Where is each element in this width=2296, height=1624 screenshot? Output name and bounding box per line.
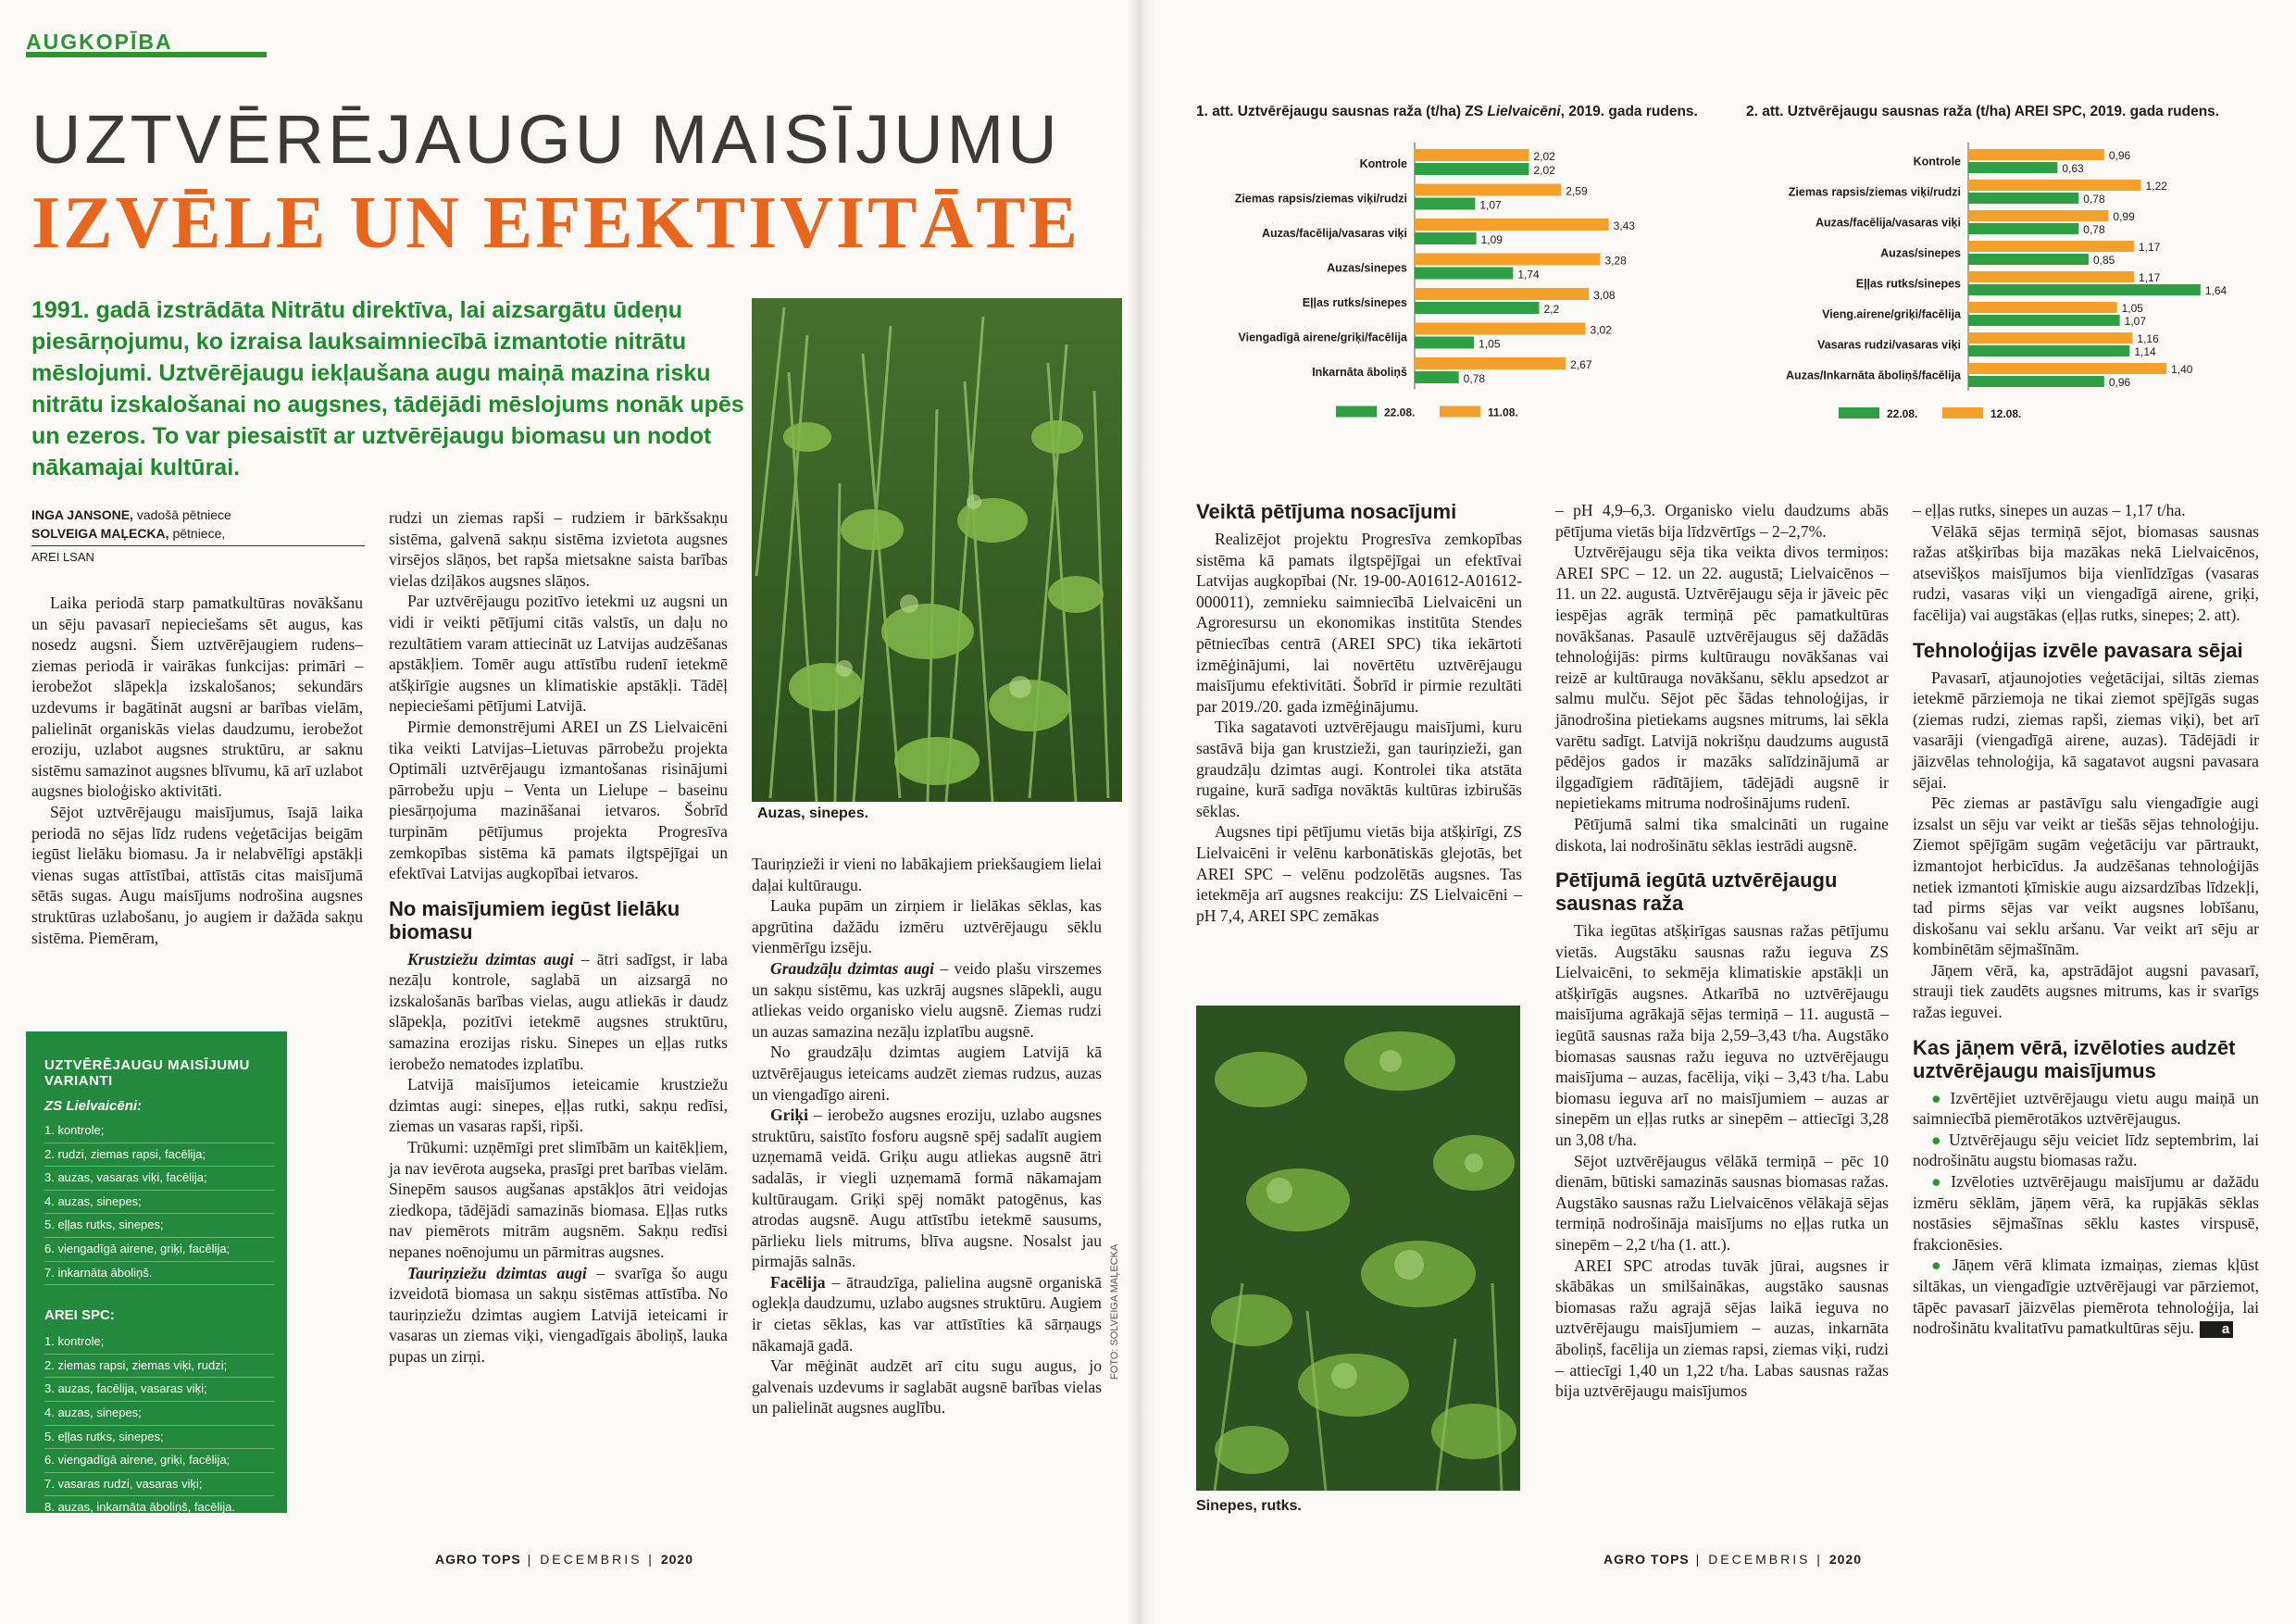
- chart-category-label: Auzas/sinepes: [1327, 261, 1407, 275]
- col2-lead-cruciferae: Krustziežu dzimtas augi: [407, 949, 574, 968]
- chart-1-title-italic: Lielvaicēni: [1487, 104, 1561, 119]
- chart-bar: [1968, 210, 2108, 221]
- list-item: 2. ziemas rapsi, ziemas viķi, rudzi;: [44, 1355, 274, 1379]
- chart-bar: [1415, 163, 1529, 175]
- subheading-biomass: No maisījumiem iegūst lielāku biomasu: [389, 896, 680, 943]
- chart-value-label: 0,78: [1463, 372, 1486, 385]
- chart-value-label: 0,99: [2113, 210, 2135, 223]
- bullet-item-1: Izvērtējiet uztvērējaugu vietu augu maiņā un saimniecībā piemērotākos uztvērējaugus.: [1913, 1088, 2259, 1129]
- chart-bar: [1968, 315, 2120, 326]
- col4-paragraph-2: Tika sagatavoti uztvērējaugu maisījumi, kuru sastāvā bija gan krustzieži, gan tauriņzieži, gan graudzāļu dzimtas augi. Kontrolei tika atstāta rugaine, kurā sadīga novāktās kultūras izbirušās sēklas.: [1196, 718, 1522, 820]
- chart-value-label: 3,08: [1593, 289, 1616, 302]
- chart-value-label: 0,85: [2093, 254, 2115, 267]
- subheading-spring-technology: Tehnoloģijas izvēle pavasara sējai: [1913, 638, 2243, 662]
- chart-legend-swatch: [1942, 407, 1983, 418]
- chart-value-label: 3,02: [1590, 323, 1612, 337]
- section-label: AUGKOPĪBA: [26, 30, 267, 57]
- chart-bar: [1968, 193, 2078, 204]
- photo-mustard-radish: [1196, 1006, 1520, 1491]
- chart-value-label: 2,02: [1533, 164, 1555, 177]
- list-item: 5. eļļas rutks, sinepes;: [44, 1214, 274, 1238]
- col5-paragraph-2: Uztvērējaugu sēja tika veikta divos termiņos: AREI SPC – 12. un 22. augustā; Lielvaicēnos – 11. un 22. augustā. Uztvērējaugu sēja ir jāveic pēc iespējas agrāk termiņā pēc pamatkultūras novākšanas. Pasaulē uztvērējaugus sēj dažādās tehnoloģijās: pirms kultūraugu novākšanas vai reizē ar kultūrauga novākšanu, sēklu apsedzot ar salmu mulču. Sējot pēc šādas tehnoloģijas, ir jānodrošina pietiekams augsnes mitrums, lai sēkla varētu sadīgt. Latvijā nokrišņu daudzums augustā pēdējos gados ir mazāks salīdzinājumā ar ilggadīgiem rādītājiem, tādējādi augsnē ir nepietiekams mitruma nodrošinājums rudenī.: [1555, 543, 1889, 813]
- page-gutter: [1128, 0, 1154, 1624]
- chart-2-title-prefix: 2. att. Uztvērējaugu sausnas raža (t/ha) AREI SPC, 2019. gada rudens.: [1746, 104, 2220, 119]
- col5-paragraph-5: Sējot uztvērējaugus vēlākā termiņā – pēc 10 dienām, būtiski samazinās sausnas biomasas ražas. Augstāko sausnas ražu Lielvaicēnos vēlākajā sējas termiņā nodrošināja maisījums no eļļas rutka un sinepēm – 2,2 t/ha (1. att.).: [1555, 1151, 1889, 1254]
- col2-paragraph-4: – ātri sadīgst, ir laba nezāļu kontrole, saglabā un aizsargā no izskalošanās barības vielas, augu atliekās ir daudz slāpekļa, pozitīvi ietekmē augsnes struktūru, samazina erozijas risku. Sinepes un eļļas rutks ierobežo nematodes izplatību.: [389, 949, 728, 1073]
- chart-value-label: 0,96: [2108, 376, 2131, 389]
- col2-lead-legumes: Tauriņziežu dzimtas augi: [407, 1263, 587, 1282]
- chart-bar: [1415, 337, 1474, 349]
- left-page: [0, 0, 1141, 1624]
- end-mark-icon: a: [2200, 1321, 2233, 1338]
- chart-value-label: 1,05: [1479, 337, 1501, 351]
- col2-paragraph-1: rudzi un ziemas rapši – rudziem ir bārkšsakņu sistēma, galvenā sakņu sistēma izvietota augsnes virsējos slāņos, bet rapša mietsakne saista barības vielas dziļākos augsnes slāņos.: [389, 508, 728, 590]
- article-column-2: [389, 507, 728, 1368]
- chart-bar: [1415, 149, 1529, 161]
- chart-value-label: 1,40: [2171, 363, 2193, 376]
- list-item: 4. auzas, sinepes;: [44, 1402, 274, 1426]
- mix-variants-sub-lielvaiceni: ZS Lielvaicēni:: [44, 1098, 143, 1114]
- chart-1: [1192, 135, 1655, 450]
- list-item: 6. viengadīgā airene, griķi, facēlija;: [44, 1449, 274, 1473]
- chart-value-label: 1,64: [2204, 284, 2227, 297]
- bullet-icon: ●: [1931, 1130, 1943, 1149]
- byline: [31, 506, 365, 567]
- chart-value-label: 1,07: [2124, 315, 2147, 328]
- chart-bar: [1415, 219, 1609, 231]
- chart-bar: [1968, 223, 2078, 234]
- chart-category-label: Inkarnāta āboliņš: [1312, 365, 1407, 379]
- chart-bar: [1415, 288, 1589, 300]
- chart-category-label: Auzas/facēlija/vasaras viķi: [1815, 216, 1961, 230]
- chart-bar: [1968, 254, 2089, 265]
- chart-bar: [1415, 184, 1561, 196]
- col6-paragraph-3: Pavasarī, atjaunojoties veģetācijai, siltās ziemas ietekmē pārziemoja ne tikai ziemot spējīgās sugas (ziemas rudzi, ziemas rapši, ziemas viķi), bet arī vasarāji (viengadīgā airene, auzas). Tādējādi ir jāizvēlas tehnoloģija, kā sagatavot augsni pavasara sējai.: [1913, 668, 2259, 792]
- bullet-icon: ●: [1931, 1088, 1945, 1107]
- col6-paragraph-4: Pēc ziemas ar pastāvīgu salu viengadīgie augi izsalst un sēju var veikt ar tiešās sējas tehnoloģiju. Ziemot spējīgām sugām veģetāciju var pārtraukt, izmantojot herbicīdus. Ja audzēšanas tehnoloģijās netiek izmantoti ķīmiskie augu aizsardzības līdzekļi, tad pirms sējas var veikt augsnes lobīšanu, diskošanu vai seklu aršanu. Var veikt arī sēju ar kombinētām sējmašīnām.: [1913, 793, 2259, 959]
- chart-category-label: Vieng.airene/griķi/facēlija: [1822, 307, 1961, 321]
- chart-bar: [1415, 302, 1539, 314]
- author1-role: vadošā pētniece: [132, 507, 231, 522]
- list-item: 6. viengadīgā airene, griķi, facēlija;: [44, 1238, 274, 1262]
- chart-value-label: 3,43: [1613, 219, 1635, 232]
- footer-brand: AGRO TOPS: [435, 1552, 521, 1567]
- photo-mustard-radish-caption: Sinepes, rutks.: [1196, 1498, 1302, 1514]
- subheading-considerations: Kas jāņem vērā, izvēloties audzēt uztvērējaugu maisījumus: [1913, 1035, 2236, 1082]
- col6-paragraph-2: Vēlākā sējas termiņā sējot, biomasas sausnas ražas atšķirības bija mazākas nekā Lielvaicēnos, atsevišķos maisījumos bija vienlīdzīgas (vasaras rudzi, vasaras viķi un viengadīgā airene, griķi, facēlija) vai augstākas (eļļas rutks, sinepes; 2. att).: [1913, 521, 2259, 624]
- chart-2: [1746, 135, 2265, 450]
- col3-paragraph-5: – ierobežo augsnes eroziju, uzlabo augsnes struktūru, saistīto fosforu augsnē spēj sadalīt augiem uzņemamā veidā. Griķu augu atliekas augsnē ātri sadalās, ir viegli uzņemamā formā nākamajam kultūraugam. Griķi spēj nomākt patogēnus, kas atrodas augsnē. Augu attīstību ietekmē sausums, pārlieku liels mitrums, blīva augsne. Nosalst jau pirmajās salnās.: [752, 1106, 1102, 1271]
- col3-paragraph-1: Tauriņzieži ir vieni no labākajiem priekšaugiem lielai daļai kultūraugu.: [752, 855, 1102, 894]
- chart-bar: [1968, 149, 2104, 160]
- chart-legend-label: 22.08.: [1887, 407, 1918, 420]
- col3-paragraph-2: Lauka pupām un zirņiem ir lielākas sēklas, kas apgrūtina dažādu izmēru uztvērējaugu sēklu vienmērīgu izsēju.: [752, 896, 1102, 957]
- chart-bar: [1415, 371, 1459, 383]
- subheading-yield: Pētījumā iegūtā uztvērējaugu sausnas raža: [1555, 868, 1838, 916]
- chart-bar: [1415, 198, 1475, 210]
- footer-left: AGRO TOPS | DECEMBRIS | 2020: [435, 1552, 693, 1567]
- bullet-icon: ●: [1931, 1255, 1947, 1275]
- author1-name: INGA JANSONE,: [31, 507, 133, 522]
- chart-category-label: Viengadīgā airene/griķi/facēlija: [1238, 331, 1407, 344]
- mix-variants-sub-arei: AREI SPC:: [44, 1307, 115, 1324]
- col3-lead-grasses: Graudzāļu dzimtas augi: [770, 958, 935, 978]
- chart-bar: [1415, 232, 1477, 244]
- col5-paragraph-4: Tika iegūtas atšķirīgas sausnas ražas pētījumu vietās. Augstāku sausnas ražu ieguva ZS Lielvaicēni, to sekmēja klimatiskie apstākļi un atšķirīgās augsnes. Atkarībā no uztvērējaugu maisījuma agrākajā sējas termiņā – 11. augustā – iegūtā sausnas raža bija 2,59–3,43 t/ha. Augstāko biomasas sausnas ražu ieguva no uztvērējaugu maisījuma – auzas, facēlija, viķi – 3,43 t/ha. Labu biomasu ieguva arī no maisījumiem – auzas ar sinepēm un eļļas rutks ar sinepēm – attiecīgi 3,28 un 3,08 t/ha.: [1555, 921, 1889, 1150]
- article-column-5: [1555, 500, 1889, 1402]
- list-item: 5. eļļas rutks, sinepes;: [44, 1426, 274, 1450]
- mix-variants-box: [26, 1031, 287, 1513]
- chart-bar: [1968, 302, 2117, 313]
- subheading-conditions: Veiktā pētījuma nosacījumi: [1196, 500, 1457, 523]
- chart-value-label: 1,17: [2138, 241, 2161, 254]
- chart-category-label: Kontrole: [1913, 155, 1961, 169]
- chart-category-label: Auzas/sinepes: [1880, 246, 1961, 260]
- chart-bar: [1968, 241, 2134, 252]
- bullet-item-4: Jāņem vērā klimata izmaiņas, ziemas kļūst siltākas, un viengadīgie uztvērējaugi var pārziemot, tāpēc pavasarī jāizvēlas piemērota tehnoloģija, lai nodrošinātu kvalitatīvu pamatkultūras sēju.: [1913, 1255, 2259, 1338]
- photo-oats-mustard: [752, 298, 1122, 802]
- chart-value-label: 2,59: [1566, 184, 1588, 198]
- footer-month: DECEMBRIS: [1708, 1552, 1811, 1567]
- chart-value-label: 1,05: [2121, 302, 2143, 315]
- chart-value-label: 1,22: [2145, 180, 2167, 193]
- article-column-1: [31, 593, 363, 948]
- col3-lead-buckwheat: Griķi: [770, 1106, 809, 1125]
- col3-paragraph-7: Var mēģināt audzēt arī citu sugu augus, jo galvenais uzdevums ir saglabāt augsnē barības vielas un palielināt augsnes auglību.: [752, 1356, 1102, 1418]
- chart-value-label: 2,67: [1570, 358, 1592, 371]
- chart-1-title-suffix: , 2019. gada rudens.: [1560, 104, 1698, 119]
- right-page: [1141, 0, 2296, 1624]
- col2-paragraph-7: – svarīga šo augu izveidotā biomasa un sakņu sistēmas attīstība. No tauriņziežu dzimtas augiem Latvijā ieteicami ir vasaras un ziemas viķi, viengadīgais āboliņš, lauka pupas un zirņi.: [389, 1263, 728, 1366]
- chart-category-label: Auzas/facēlija/vasaras viķi: [1261, 226, 1407, 240]
- chart-value-label: 2,2: [1543, 303, 1560, 316]
- photo-credit: FOTO: SOLVEIGA MAĻECKA: [1109, 1243, 1120, 1380]
- mix-variants-list-lielvaiceni: [44, 1119, 274, 1285]
- chart-value-label: 1,14: [2134, 345, 2156, 358]
- col2-paragraph-2: Par uztvērējaugu pozitīvo ietekmi uz augsni un vidi ir veikti pētījumi citās valstīs, un daļu no rezultātiem varam attiecināt uz Latvijas audzēšanas apstākļiem. Tomēr augu attīstību rudenī ietekmē atšķirīgie augsnes un klimatiskie apstākļi. Tādēļ nepieciešami pētījumi Latvijā.: [389, 592, 728, 716]
- col1-paragraph-2: Sējot uztvērējaugu maisījumus, īsajā laika periodā no sējas līdz rudens veģetācijas beigām iegūst lielāku biomasu. Ja ir nelabvēlīgi apstākļi vienas sugas attīstībai, attīstās citas maisījumā sētās sugas. Augu maisījums nodrošina augsnes struktūras uzlabošanu, jo augiem ir dažāda sakņu sistēma. Piemēram,: [31, 802, 363, 947]
- chart-bar: [1968, 345, 2129, 356]
- chart-value-label: 1,17: [2138, 271, 2161, 284]
- bullet-item-3: Izvēloties uztvērējaugu maisījumu ar dažādu izmēru sēklām, jāņem vērā, ka rupjākās sēklas nostāsies sējmašīnas sēklu kastes virspusē, frakcionēsies.: [1913, 1172, 2259, 1254]
- mix-variants-list-arei: [44, 1330, 274, 1520]
- chart-bar: [1968, 271, 2134, 282]
- footer-right: AGRO TOPS | DECEMBRIS | 2020: [1603, 1552, 1862, 1567]
- chart-legend-label: 11.08.: [1488, 406, 1518, 419]
- list-item: 8. auzas, inkarnāta āboliņš, facēlija.: [44, 1496, 274, 1520]
- chart-category-label: Ziemas rapsis/ziemas viķi/rudzi: [1788, 185, 1961, 199]
- lead-paragraph: 1991. gadā izstrādāta Nitrātu direktīva, lai aizsargātu ūdeņu piesārņojumu, ko izraisa lauksaimniecībā izmantotie nitrātu mēslojumi. Uztvērējaugu iekļaušana augu maiņā mazina risku nitrātu izskalošanai no augsnes, tādējādi mēslojums nonāk upēs un ezeros. To var piesaistīt ar uztvērējaugu biomasu un nodot nākamajai kultūrai.: [31, 297, 744, 481]
- chart-value-label: 0,78: [2083, 223, 2105, 236]
- chart-bar: [1968, 363, 2166, 374]
- chart-bar: [1968, 376, 2104, 387]
- list-item: 7. inkarnāta āboliņš.: [44, 1262, 274, 1286]
- chart-1-title-prefix: 1. att. Uztvērējaugu sausnas raža (t/ha) ZS: [1196, 104, 1488, 119]
- title-line-2: IZVĒLE UN EFEKTIVITĀTE: [31, 182, 1080, 264]
- chart-legend-swatch: [1839, 407, 1879, 418]
- chart-value-label: 1,74: [1517, 268, 1540, 281]
- photo-oats-mustard-image: [752, 298, 1122, 802]
- col3-paragraph-4: No graudzāļu dzimtas augiem Latvijā kā uztvērējaugus ieteicams audzēt ziemas rudzus, auzas un viengadīgo aireni.: [752, 1043, 1102, 1104]
- footer-month: DECEMBRIS: [540, 1552, 643, 1567]
- bullet-item-2: Uztvērējaugu sēju veiciet līdz septembrim, lai nodrošinātu augstu biomasas ražu.: [1913, 1130, 2259, 1170]
- col3-lead-phacelia: Facēlija: [770, 1272, 826, 1292]
- footer-brand: AGRO TOPS: [1603, 1552, 1690, 1567]
- chart-bar: [1415, 268, 1513, 280]
- footer-year: 2020: [1828, 1552, 1862, 1567]
- chart-bar: [1415, 323, 1586, 335]
- list-item: 3. auzas, facēlija, vasaras viķi;: [44, 1378, 274, 1402]
- col5-paragraph-6: AREI SPC atrodas tuvāk jūrai, augsnes ir skābākas un smilšainākas, augstāko sausnas biomasas ražu agrajā sējas laikā ieguva no uztvērējaugu maisījumiem – auzas, inkarnāta āboliņš, facēlija un ziemas rapsi, ziemas viķi, rudzi – attiecīgi 1,40 un 1,22 t/ha. Labas sausnas ražas bija uztvērējaugu maisījumos: [1555, 1255, 1889, 1401]
- article-column-6: [1913, 500, 2259, 1339]
- col5-paragraph-1: – pH 4,9–6,3. Organisko vielu daudzums abās pētījuma vietās bija līdzvērtīgs – 2–2,7%.: [1555, 501, 1889, 541]
- list-item: 7. vasaras rudzi, vasaras viķi;: [44, 1473, 274, 1497]
- author2-name: SOLVEIGA MAĻECKA,: [31, 526, 169, 541]
- author2-role: pētniece,: [168, 526, 226, 541]
- article-column-3: [752, 854, 1102, 1418]
- col3-paragraph-6: – ātraudzīga, palielina augsnē organiskā oglekļa daudzumu, uzlabo augsnes struktūru. Augiem ir cietas sēklas, kas var attīstīties kā sārņaugs nākamajā gadā.: [752, 1272, 1102, 1355]
- chart-category-label: Auzas/Inkarnāta āboliņš/facēlija: [1786, 369, 1961, 382]
- chart-value-label: 1,09: [1480, 233, 1503, 246]
- chart-value-label: 3,28: [1604, 254, 1627, 268]
- col3-paragraph-3: – veido plašu virszemes un sakņu sistēmu, kas uzkrāj augsnes slāpekli, augu atliekas veido organisko vielu augsnē. Ziemas rudzi un auzas samazina nezāļu izplatību augsnē.: [752, 958, 1103, 1041]
- chart-category-label: Vasaras rudzi/vasaras viķi: [1817, 338, 1961, 352]
- list-item: 1. kontrole;: [44, 1330, 274, 1355]
- chart-value-label: 2,02: [1533, 150, 1555, 163]
- chart-value-label: 1,07: [1479, 198, 1502, 212]
- mix-variants-title: UZTVĒRĒJAUGU MAISĪJUMU VARIANTI: [44, 1057, 250, 1089]
- chart-1-title: [1196, 104, 1698, 120]
- chart-value-label: 0,63: [2062, 162, 2084, 175]
- article-column-4: [1196, 500, 1522, 926]
- footer-year: 2020: [660, 1552, 693, 1567]
- chart-2-title: [1746, 104, 2219, 120]
- col1-paragraph-1: Laika periodā starp pamatkultūras novākšanu un sēju pavasarī nepieciešams sēt augus, kas nosedz augsni. Šiem uztvērējaugiem rudens–ziemas periodā ir vairākas funkcijas: primāri – ierobežot slāpekļa izskalošanos; sekundārs uzdevums ir bagātināt augsni ar barības vielām, palielināt organiskās vielas daudzumu, ierobežot eroziju, uzlabot augsnes struktūru, ar saknu sistēmu samazinot augsnes blīvumu, kā arī uzlabot augsnes bioloģisko aktivitāti.: [31, 593, 363, 801]
- chart-legend-label: 22.08.: [1384, 406, 1416, 419]
- list-item: 1. kontrole;: [44, 1119, 274, 1143]
- affiliation: AREI LSAN: [31, 545, 365, 567]
- chart-category-label: Eļļas rutks/sinepes: [1302, 295, 1407, 309]
- list-item: 3. auzas, vasaras viķi, facēlija;: [44, 1167, 274, 1191]
- list-item: 2. rudzi, ziemas rapsi, facēlija;: [44, 1143, 274, 1168]
- chart-value-label: 0,78: [2083, 193, 2105, 206]
- chart-bar: [1415, 357, 1566, 369]
- chart-category-label: Eļļas rutks/sinepes: [1855, 277, 1961, 291]
- chart-bar: [1968, 180, 2141, 191]
- col2-paragraph-3: Pirmie demonstrējumi AREI un ZS Lielvaicēni tika veikti Latvijas–Lietuvas pārrobežu projekta Optimāli uztvērējaugu izmantošanas risinājumi pārrobežu upju – Venta un Lielupe – baseinu piesārņojuma mazināšanai ietvaros. Šobrīd turpinām pētījumus projekta Progresīva zemkopības sistēma kā pamats ilgtspējīgai un efektīvai Latvijas augkopībai ietvaros.: [389, 717, 728, 883]
- photo-mustard-radish-image: [1196, 1006, 1520, 1491]
- chart-legend-swatch: [1336, 406, 1377, 418]
- chart-bar: [1968, 162, 2057, 173]
- chart-category-label: Ziemas rapsis/ziemas viķi/rudzi: [1234, 192, 1407, 206]
- col6-paragraph-5: Jāņem vērā, ka, apstrādājot augsni pavasarī, strauji tiek zaudēts augsnes mitrums, kas ir svarīgs ražas ieguvei.: [1913, 960, 2259, 1022]
- col4-paragraph-3: Augsnes tipi pētījumu vietās bija atšķirīgi, ZS Lielvaicēni ir velēnu karbonātiskās glejotās, bet AREI SPC – velēnu podzolētās augsnes. Tas ietekmēja arī augsnes reakciju: ZS Lielvaicēni – pH 7,4, AREI SPC zemākas: [1196, 822, 1522, 925]
- list-item: 4. auzas, sinepes;: [44, 1191, 274, 1215]
- col4-paragraph-1: Realizējot projektu Progresīva zemkopības sistēma kā pamats ilgtspējīgai un efektīvai Latvijas augkopībai (Nr. 19-00-A01612-A01612-000011), zemnieku saimniecībā Lielvaicēni un Agroresursu un ekonomikas institūta Stendes pētniecības centrā (AREI SPC) tika iekārtoti izmēģinājumi, lai novērtētu uztvērējaugu maisījumu efektivitāti. Šobrīd ir pirmie rezultāti par 2019./20. gada izmēģinājumu.: [1196, 530, 1522, 716]
- col6-paragraph-1: – eļļas rutks, sinepes un auzas – 1,17 t/ha.: [1913, 501, 2186, 519]
- col2-paragraph-5: Latvijā maisījumos ieteicamie krustziežu dzimtas augi: sinepes, eļļas rutki, sakņu redīsi, ziemas un vasaras rapši, ripši.: [389, 1075, 728, 1136]
- title-line-1: UZTVĒRĒJAUGU MAISĪJUMU: [31, 101, 1061, 178]
- chart-value-label: 0,96: [2108, 149, 2131, 162]
- col5-paragraph-3: Pētījumā salmi tika smalcināti un rugaine diskota, lai nodrošinātu sēklas iestrādi augsnē.: [1555, 814, 1889, 855]
- bullet-icon: ●: [1931, 1172, 1946, 1192]
- chart-bar: [1968, 332, 2132, 344]
- chart-legend-swatch: [1440, 406, 1480, 418]
- chart-value-label: 1,16: [2137, 332, 2159, 345]
- chart-legend-label: 12.08.: [1990, 407, 2022, 420]
- col2-paragraph-6: Trūkumi: uzņēmīgi pret slimībām un kaitēkļiem, ja nav ievērota augseka, prasīgi pret barības vielām. Sinepēm sausos augšanas apstākļos ātri veidojas ziedkopa, tādējādi samazinās biomasa. Eļļas rutks nav piemērots mitrām augsnēm. Sakņu redīsi nepanes noēnojumu un pārmitras augsnes.: [389, 1138, 728, 1261]
- chart-bar: [1968, 284, 2201, 295]
- chart-category-label: Kontrole: [1359, 156, 1407, 170]
- chart-bar: [1415, 254, 1600, 266]
- photo-oats-mustard-caption: Auzas, sinepes.: [757, 806, 869, 821]
